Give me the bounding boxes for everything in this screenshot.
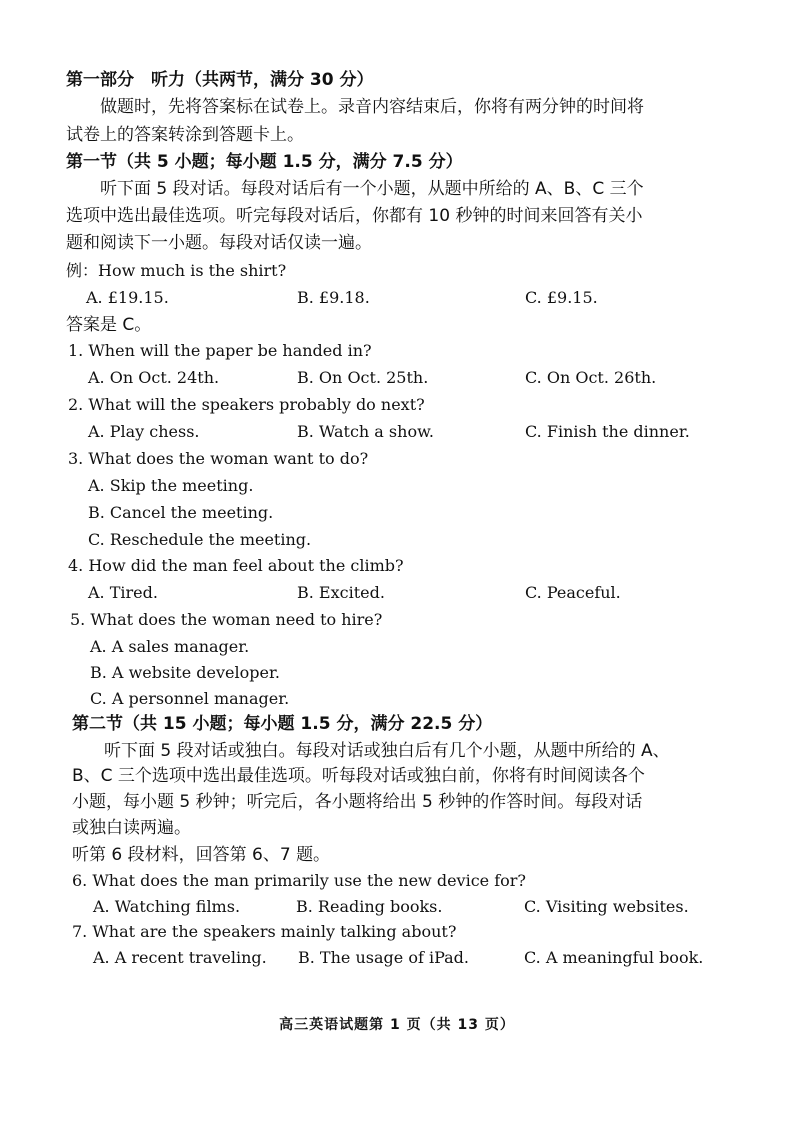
q5-option-a: A. A sales manager. [90,637,250,656]
q1-question: 1. When will the paper be handed in? [68,341,372,360]
q3-option-b: B. Cancel the meeting. [88,503,274,522]
q2-option-c: C. Finish the dinner. [525,422,690,441]
q2-option-a: A. Play chess. [88,422,200,441]
example-option-b: B. £9.18. [297,288,370,307]
q6-option-a: A. Watching films. [93,897,241,916]
q6-option-c: C. Visiting websites. [524,897,689,916]
q3-option-a: A. Skip the meeting. [88,476,254,495]
section1-instruction-line2: 选项中选出最佳选项。听完每段对话后，你都有 10 秒钟的时间来回答有关小 [66,206,643,226]
q2-question: 2. What will the speakers probably do next? [68,395,425,414]
q5-question: 5. What does the woman need to hire? [70,610,383,629]
section2-instruction-line3: 小题，每小题 5 秒钟；听完后，各小题将给出 5 秒钟的作答时间。每段对话 [72,792,643,812]
q2-option-b: B. Watch a show. [297,422,434,441]
section2-instruction-line1: 听下面 5 段对话或独白。每段对话或独白后有几个小题，从题中所给的 A、 [104,741,670,761]
q7-option-a: A. A recent traveling. [93,948,267,967]
q7-question: 7. What are the speakers mainly talking about? [72,922,457,941]
section1-instruction-line3: 题和阅读下一小题。每段对话仅读一遍。 [66,233,372,253]
material-prompt: 听第 6 段材料，回答第 6、7 题。 [72,845,331,865]
q3-option-c: C. Reschedule the meeting. [88,530,312,549]
q4-option-c: C. Peaceful. [525,583,621,602]
q1-option-b: B. On Oct. 25th. [297,368,429,387]
q7-option-b: B. The usage of iPad. [298,948,469,967]
section1-title: 第一节（共 5 小题；每小题 1.5 分，满分 7.5 分） [66,152,463,172]
q3-question: 3. What does the woman want to do? [68,449,369,468]
q5-option-c: C. A personnel manager. [90,689,290,708]
page-footer: 高三英语试题第 1 页（共 13 页） [279,1017,515,1033]
q4-option-b: B. Excited. [297,583,385,602]
q1-option-a: A. On Oct. 24th. [88,368,220,387]
q4-question: 4. How did the man feel about the climb? [68,556,404,575]
section2-instruction-line4: 或独白读两遍。 [72,818,191,838]
section1-instruction-line1: 听下面 5 段对话。每段对话后有一个小题，从题中所给的 A、B、C 三个 [100,179,644,199]
example-option-a: A. £19.15. [86,288,169,307]
example-answer: 答案是 C。 [66,315,152,335]
q4-option-a: A. Tired. [88,583,158,602]
q7-option-c: C. A meaningful book. [524,948,704,967]
part1-instruction-line1: 做题时，先将答案标在试卷上。录音内容结束后，你将有两分钟的时间将 [100,97,644,117]
q6-option-b: B. Reading books. [296,897,443,916]
section2-title: 第二节（共 15 小题；每小题 1.5 分，满分 22.5 分） [72,714,493,734]
q6-question: 6. What does the man primarily use the new device for? [72,871,526,890]
part1-instruction-line2: 试卷上的答案转涂到答题卡上。 [66,125,304,145]
section2-instruction-line2: B、C 三个选项中选出最佳选项。听每段对话或独白前，你将有时间阅读各个 [72,766,645,786]
example-option-c: C. £9.15. [525,288,598,307]
q5-option-b: B. A website developer. [90,663,280,682]
part1-title: 第一部分 听力（共两节，满分 30 分） [66,70,374,90]
q1-option-c: C. On Oct. 26th. [525,368,657,387]
example-question: 例：How much is the shirt? [66,261,287,280]
